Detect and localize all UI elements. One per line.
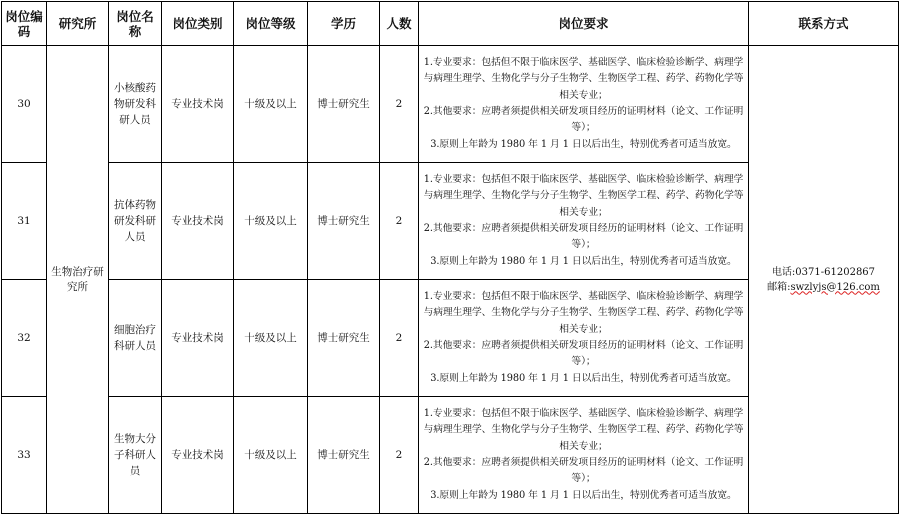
requirement-age: 3.原则上年龄为 1980 年 1 月 1 日以后出生，特别优秀者可适当放宽。	[430, 372, 737, 384]
requirements-cell	[419, 46, 749, 163]
requirement-major: 1.专业要求：包括但不限于临床医学、基础医学、临床检验诊断学、病理学与病理生理学、生物化学与分子生物学、生物医学工程、药学、药物化学等相关专业；	[423, 173, 744, 218]
post-type-cell: 专业技术岗	[162, 280, 234, 397]
requirement-major: 1.专业要求：包括但不限于临床医学、基础医学、临床检验诊断学、病理学与病理生理学、生物化学与分子生物学、生物医学工程、药学、药物化学等相关专业；	[423, 290, 744, 335]
post-level-cell: 十级及以上	[234, 280, 308, 397]
post-code-cell: 31	[2, 163, 47, 280]
header-post-level: 岗位等级	[234, 2, 308, 46]
contact-email	[752, 280, 895, 295]
education-cell: 博士研究生	[308, 280, 380, 397]
header-post-code: 岗位编码	[2, 2, 47, 46]
post-name-cell: 细胞治疗科研人员	[109, 280, 162, 397]
requirement-major: 1.专业要求：包括但不限于临床医学、基础医学、临床检验诊断学、病理学与病理生理学、生物化学与分子生物学、生物医学工程、药学、药物化学等相关专业；	[423, 407, 744, 452]
requirements-cell	[419, 280, 749, 397]
requirement-major: 1.专业要求：包括但不限于临床医学、基础医学、临床检验诊断学、病理学与病理生理学、生物化学与分子生物学、生物医学工程、药学、药物化学等相关专业；	[423, 56, 744, 101]
requirement-other: 2.其他要求：应聘者须提供相关研发项目经历的证明材料（论文、工作证明等）；	[423, 106, 744, 134]
post-level-cell: 十级及以上	[234, 397, 308, 514]
post-type-cell: 专业技术岗	[162, 397, 234, 514]
requirement-other: 2.其他要求：应聘者须提供相关研发项目经历的证明材料（论文、工作证明等）；	[423, 340, 744, 368]
header-institute: 研究所	[47, 2, 109, 46]
contact-email-label: 邮箱:	[767, 281, 791, 293]
institute-cell: 生物治疗研究所	[47, 46, 109, 514]
count-cell: 2	[380, 280, 419, 397]
header-post-name: 岗位名称	[109, 2, 162, 46]
post-name-cell: 小核酸药物研发科研人员	[109, 46, 162, 163]
education-cell: 博士研究生	[308, 163, 380, 280]
count-cell: 2	[380, 163, 419, 280]
requirement-age: 3.原则上年龄为 1980 年 1 月 1 日以后出生，特别优秀者可适当放宽。	[430, 138, 737, 150]
requirement-age: 3.原则上年龄为 1980 年 1 月 1 日以后出生，特别优秀者可适当放宽。	[430, 489, 737, 501]
education-cell: 博士研究生	[308, 397, 380, 514]
header-education: 学历	[308, 2, 380, 46]
post-code-cell: 30	[2, 46, 47, 163]
requirements-cell	[419, 163, 749, 280]
header-post-type: 岗位类别	[162, 2, 234, 46]
post-type-cell: 专业技术岗	[162, 46, 234, 163]
table-row	[2, 46, 899, 163]
header-row	[2, 2, 899, 46]
contact-phone: 电话:0371-61202867	[771, 266, 876, 278]
post-name-cell: 生物大分子科研人员	[109, 397, 162, 514]
post-code-cell: 33	[2, 397, 47, 514]
requirement-other: 2.其他要求：应聘者须提供相关研发项目经历的证明材料（论文、工作证明等）；	[423, 457, 744, 485]
post-type-cell: 专业技术岗	[162, 163, 234, 280]
contact-cell	[749, 46, 899, 514]
requirements-cell	[419, 397, 749, 514]
education-cell: 博士研究生	[308, 46, 380, 163]
contact-email-address[interactable]: swzlyjs@126.com	[790, 281, 880, 293]
header-contact: 联系方式	[749, 2, 899, 46]
post-level-cell: 十级及以上	[234, 46, 308, 163]
requirement-age: 3.原则上年龄为 1980 年 1 月 1 日以后出生，特别优秀者可适当放宽。	[430, 255, 737, 267]
header-count: 人数	[380, 2, 419, 46]
count-cell: 2	[380, 397, 419, 514]
post-level-cell: 十级及以上	[234, 163, 308, 280]
requirement-other: 2.其他要求：应聘者须提供相关研发项目经历的证明材料（论文、工作证明等）；	[423, 223, 744, 251]
post-name-cell: 抗体药物研发科研人员	[109, 163, 162, 280]
count-cell: 2	[380, 46, 419, 163]
job-posting-table	[1, 1, 899, 514]
header-requirements: 岗位要求	[419, 2, 749, 46]
post-code-cell: 32	[2, 280, 47, 397]
